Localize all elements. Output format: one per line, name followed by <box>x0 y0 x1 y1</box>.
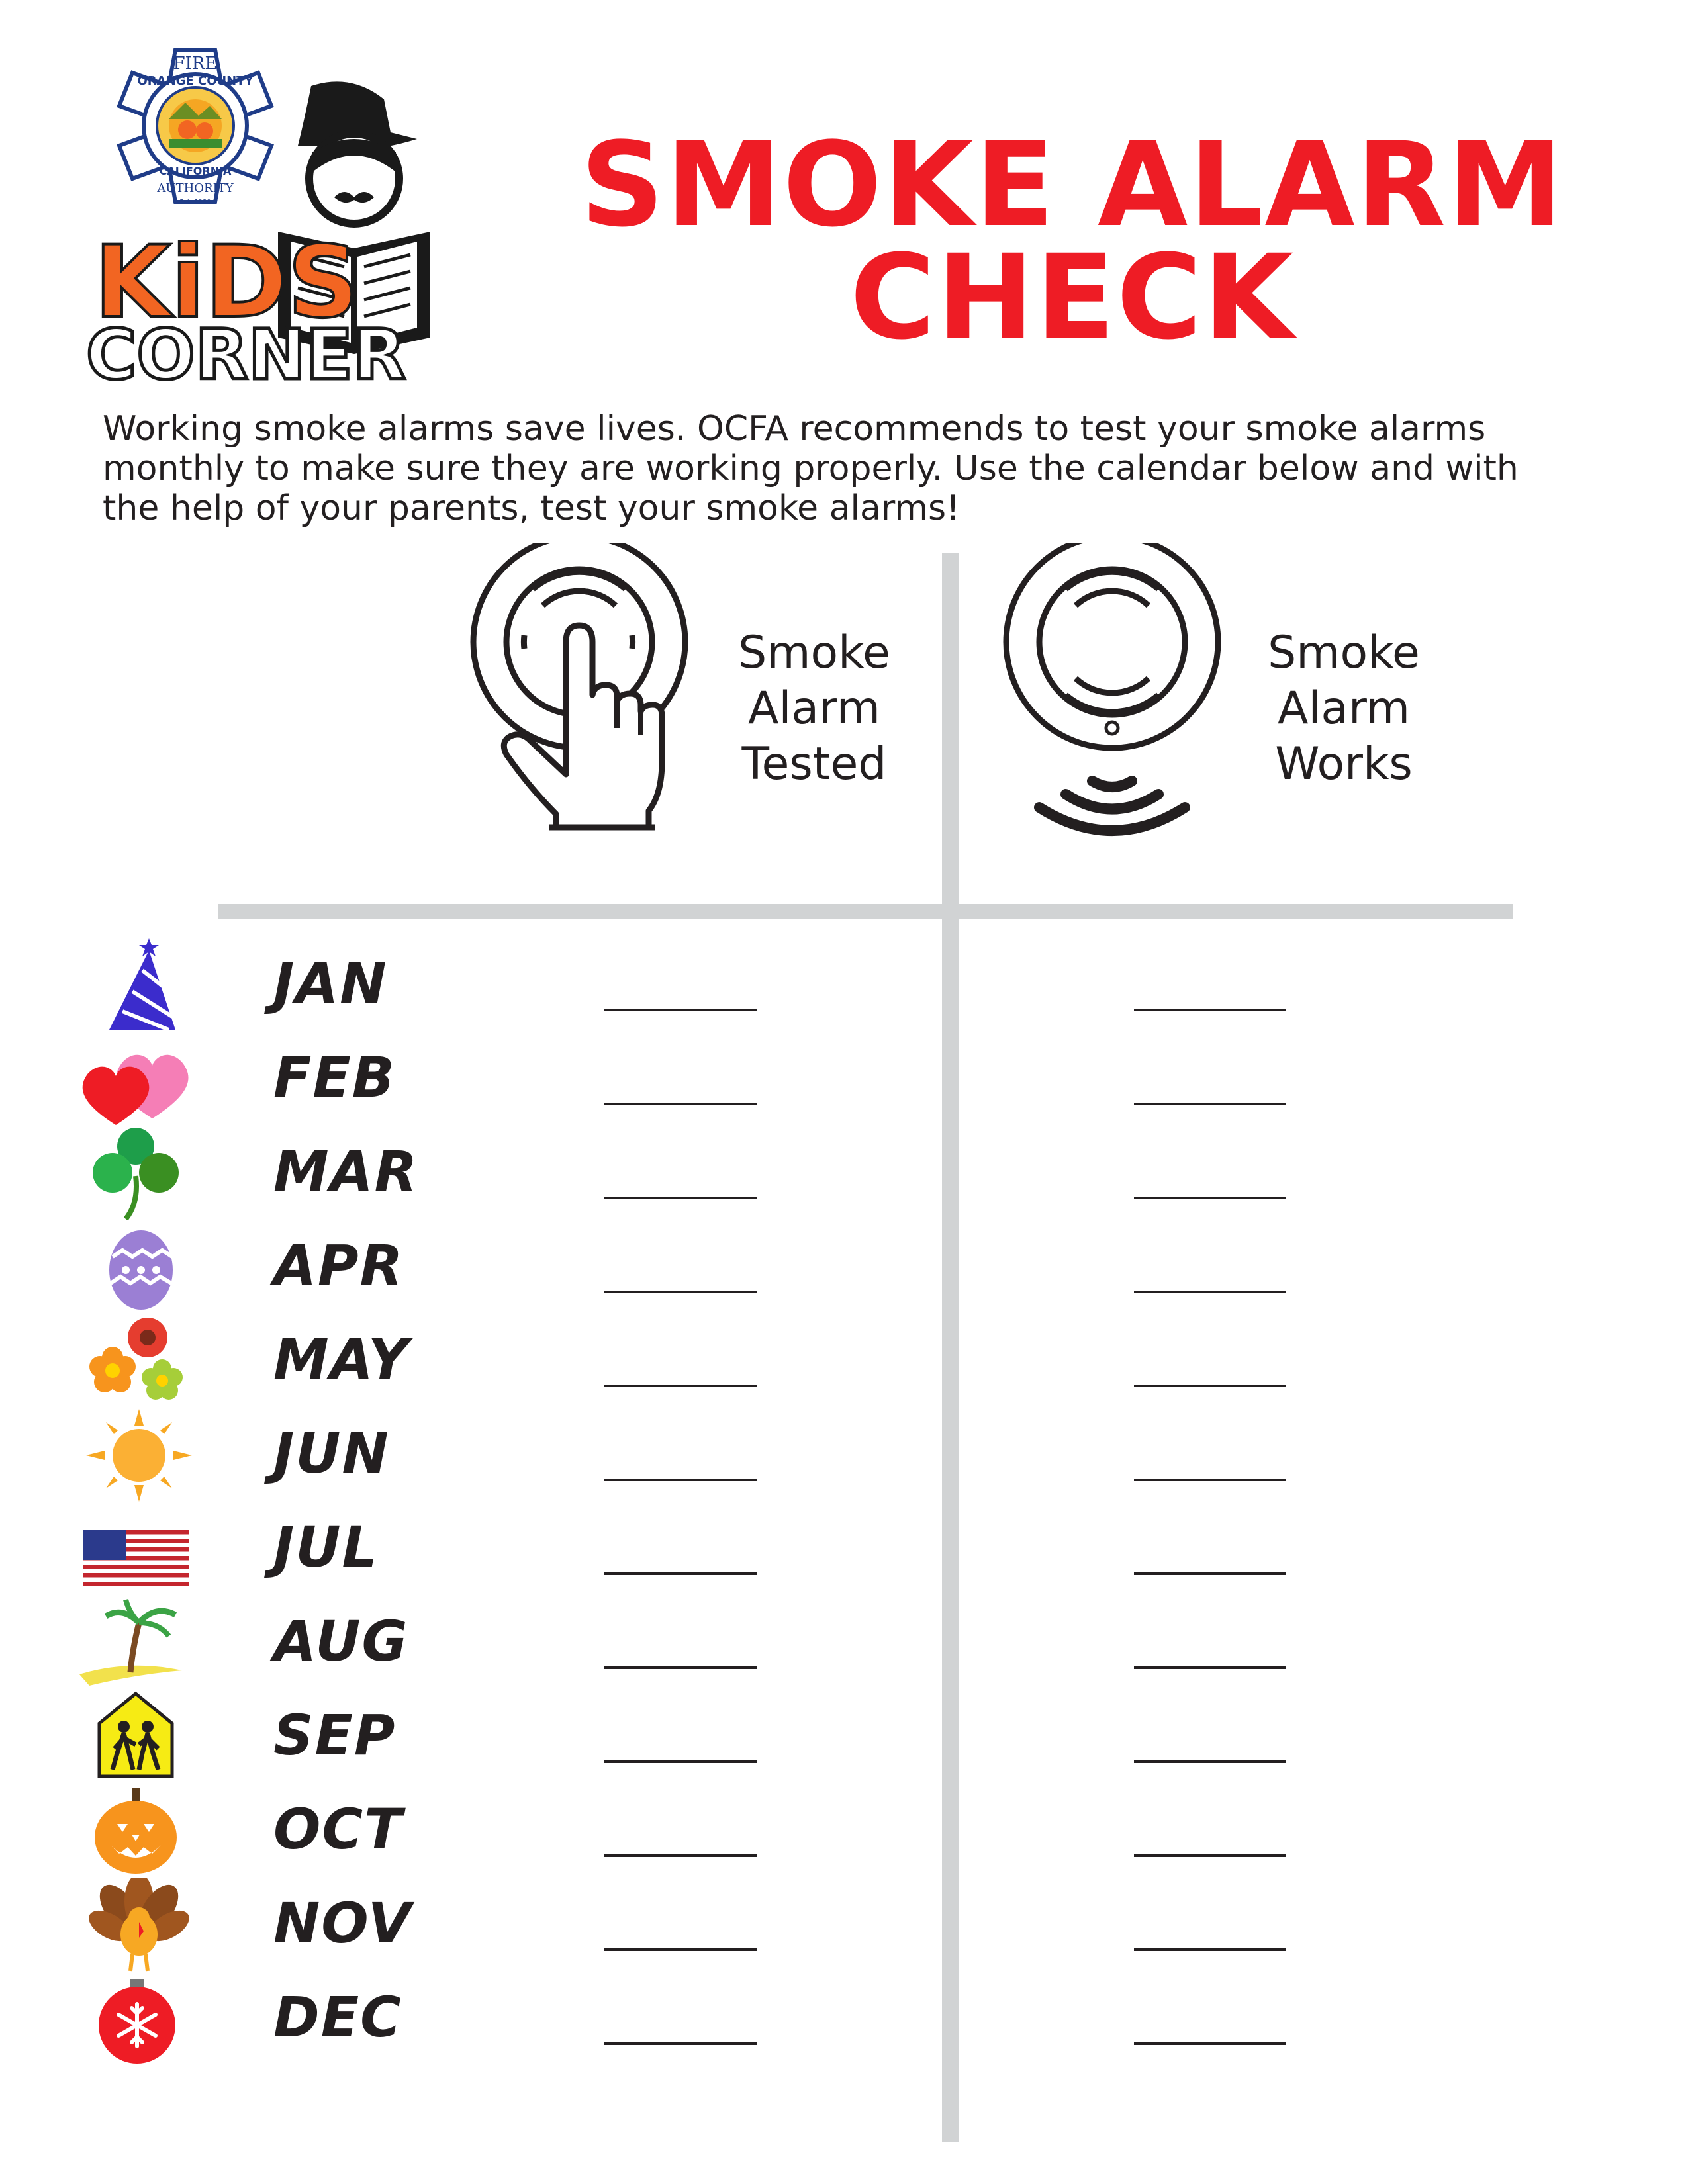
month-row-sep <box>0 1690 1688 1784</box>
page-title <box>543 117 1602 365</box>
intro-line-3: the help of your parents, test your smoke alarms! <box>103 488 960 528</box>
flowers-icon <box>76 1314 195 1408</box>
works-blank[interactable] <box>1134 1854 1286 1857</box>
month-name: DEC <box>273 1985 402 2050</box>
month-name: SEP <box>273 1703 397 1768</box>
month-row-mar <box>0 1126 1688 1220</box>
tested-blank[interactable] <box>604 1760 757 1763</box>
works-blank[interactable] <box>1134 1572 1286 1575</box>
intro-line-2: monthly to make sure they are working properly. Use the calendar below and with <box>103 449 1519 488</box>
tested-blank[interactable] <box>604 1666 757 1669</box>
alarm-press-icon <box>463 543 702 834</box>
tested-label-line-3: Tested <box>741 738 887 790</box>
tested-label-line-2: Alarm <box>747 682 881 735</box>
works-blank[interactable] <box>1134 1291 1286 1293</box>
month-row-oct <box>0 1784 1688 1878</box>
tested-blank[interactable] <box>604 1572 757 1575</box>
tested-blank[interactable] <box>604 1854 757 1857</box>
month-name: AUG <box>273 1609 409 1674</box>
shamrock-icon <box>76 1126 195 1220</box>
works-blank[interactable] <box>1134 2042 1286 2045</box>
logo-corner-text: CORNER <box>86 314 406 390</box>
badge-text-county: ORANGE COUNTY <box>137 74 254 88</box>
month-row-may <box>0 1314 1688 1408</box>
works-blank[interactable] <box>1134 1760 1286 1763</box>
badge-text-authority: AUTHORITY <box>157 181 234 195</box>
title-line-1: SMOKE ALARM <box>580 117 1565 253</box>
month-name: JUN <box>273 1421 390 1486</box>
month-row-apr <box>0 1220 1688 1314</box>
tested-blank[interactable] <box>604 1948 757 1951</box>
month-row-jun <box>0 1408 1688 1502</box>
month-name: MAR <box>273 1139 419 1204</box>
intro-line-1: Working smoke alarms save lives. OCFA recommends to test your smoke alarms <box>103 409 1486 449</box>
works-blank[interactable] <box>1134 1197 1286 1199</box>
tested-blank[interactable] <box>604 1291 757 1293</box>
works-blank[interactable] <box>1134 1103 1286 1105</box>
kids-corner-logo <box>73 46 444 390</box>
tested-blank[interactable] <box>604 1103 757 1105</box>
month-name: JAN <box>273 951 388 1016</box>
works-label-line-1: Smoke <box>1268 627 1420 679</box>
hearts-icon <box>76 1032 195 1126</box>
ocfa-badge-icon <box>73 46 444 390</box>
month-name: MAY <box>273 1327 410 1392</box>
ornament-icon <box>76 1972 195 2066</box>
month-name: JUL <box>273 1515 379 1580</box>
works-label-line-3: Works <box>1275 738 1413 790</box>
party-hat-icon <box>76 938 195 1032</box>
tested-blank[interactable] <box>604 1479 757 1481</box>
tested-blank[interactable] <box>604 2042 757 2045</box>
easter-egg-icon <box>76 1220 195 1314</box>
alarm-sounding-icon <box>993 543 1231 860</box>
tested-blank[interactable] <box>604 1009 757 1011</box>
column-header-works <box>1238 625 1450 792</box>
badge-text-est: Est. 1980 <box>179 199 211 206</box>
works-label-line-2: Alarm <box>1277 682 1411 735</box>
sun-icon <box>76 1408 195 1502</box>
works-blank[interactable] <box>1134 1666 1286 1669</box>
works-blank[interactable] <box>1134 1385 1286 1387</box>
month-row-aug <box>0 1596 1688 1690</box>
badge-text-fire: FIRE <box>173 54 218 73</box>
intro-paragraph <box>103 409 1625 528</box>
palm-tree-icon <box>76 1596 195 1690</box>
month-row-nov <box>0 1878 1688 1972</box>
works-blank[interactable] <box>1134 1948 1286 1951</box>
school-crossing-icon <box>76 1690 195 1784</box>
month-name: APR <box>273 1233 404 1298</box>
tested-label-line-1: Smoke <box>738 627 890 679</box>
header-divider <box>218 904 1513 919</box>
month-name: FEB <box>273 1045 396 1110</box>
works-blank[interactable] <box>1134 1009 1286 1011</box>
month-row-dec <box>0 1972 1688 2066</box>
column-header-tested <box>708 625 920 792</box>
badge-text-california: CALIFORNIA <box>159 165 232 177</box>
turkey-icon <box>76 1878 195 1972</box>
month-name: NOV <box>273 1891 412 1956</box>
tested-blank[interactable] <box>604 1385 757 1387</box>
month-row-jul <box>0 1502 1688 1596</box>
month-name: OCT <box>273 1797 404 1862</box>
us-flag-icon <box>76 1502 195 1596</box>
pumpkin-icon <box>76 1784 195 1878</box>
month-row-jan <box>0 938 1688 1032</box>
logo-kids-text: KiDS <box>94 225 359 340</box>
tested-blank[interactable] <box>604 1197 757 1199</box>
works-blank[interactable] <box>1134 1479 1286 1481</box>
title-line-2: CHECK <box>849 230 1295 365</box>
month-row-feb <box>0 1032 1688 1126</box>
